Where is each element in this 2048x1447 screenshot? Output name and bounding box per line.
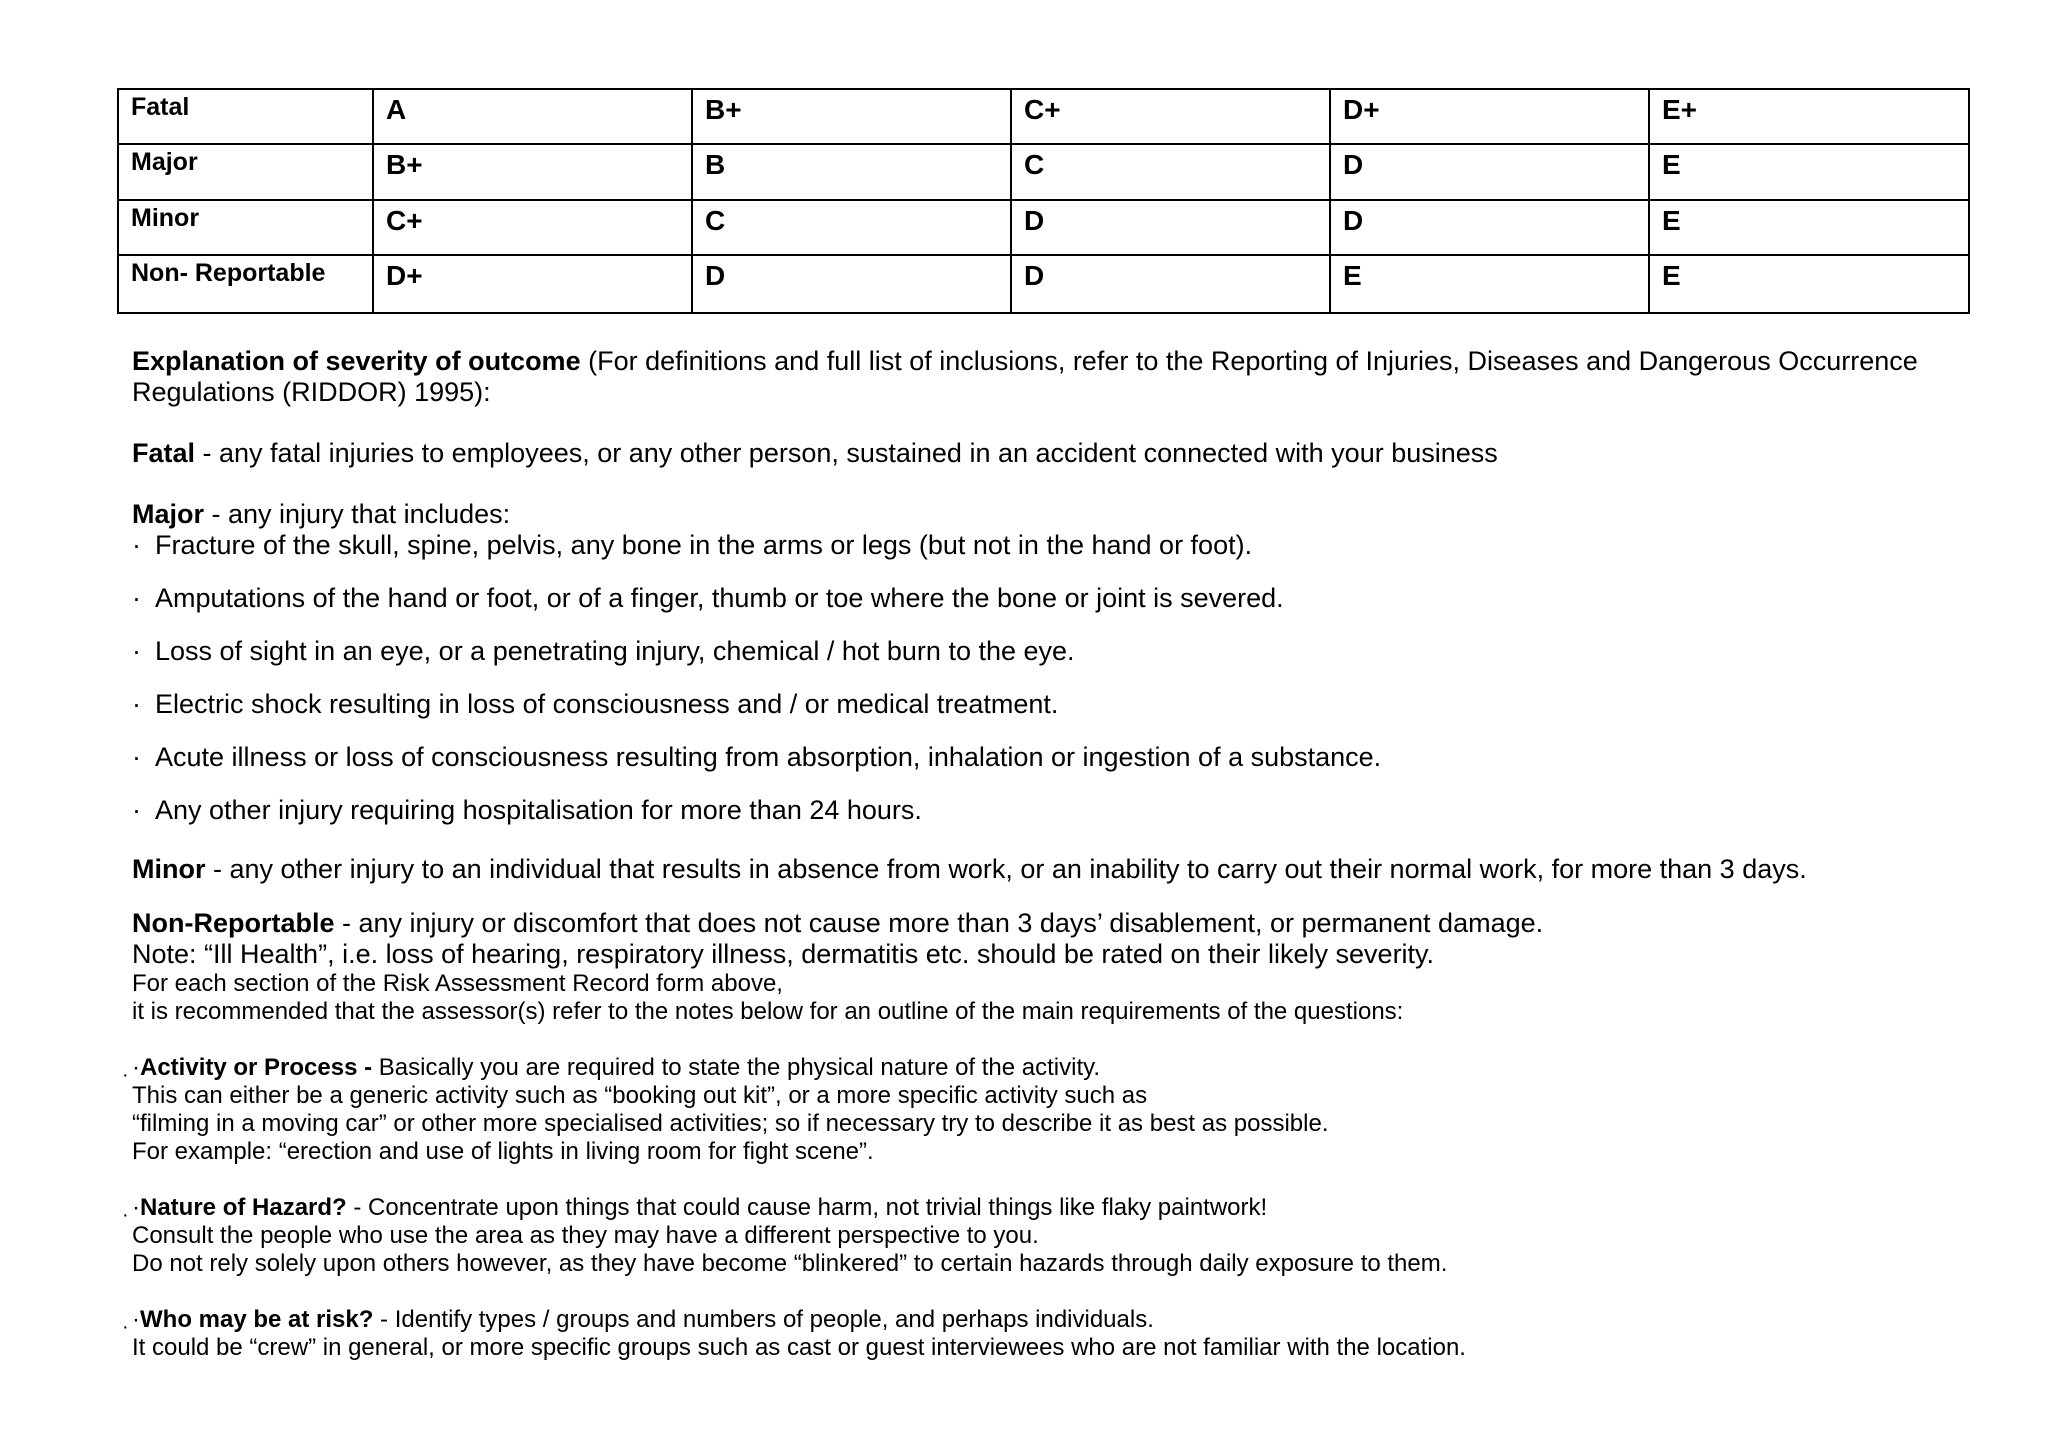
list-item-text: Amputations of the hand or foot, or of a finger, thumb or toe where the bone or joint is severed. xyxy=(155,583,1284,613)
note-line: “filming in a moving car” or other more specialised activities; so if necessary try to describe it as best as possible. xyxy=(132,1110,1329,1137)
bullet-icon: · xyxy=(132,530,141,560)
severity-label: Minor xyxy=(118,200,373,255)
explanation-paragraph xyxy=(132,346,1972,408)
list-item xyxy=(132,795,1972,826)
fatal-text: - any fatal injuries to employees, or any other person, sustained in an accident connected with your business xyxy=(195,438,1498,468)
minor-text: - any other injury to an individual that results in absence from work, or an inability to carry out their normal work, for more than 3 days. xyxy=(205,854,1807,884)
rating-cell: C xyxy=(1011,144,1330,200)
rating-cell: C+ xyxy=(373,200,692,255)
explanation-heading: Explanation of severity of outcome xyxy=(132,346,581,376)
bullet-icon: · xyxy=(122,1316,129,1338)
rating-cell: D+ xyxy=(373,255,692,313)
bullet-icon: · xyxy=(122,1204,129,1226)
fatal-term: Fatal xyxy=(132,438,196,468)
non-reportable-term: Non-Reportable xyxy=(132,908,335,938)
note-term: Who may be at risk? xyxy=(140,1306,374,1333)
bullet-icon: · xyxy=(132,1054,140,1081)
note-text: - Concentrate upon things that could cause harm, not trivial things like flaky paintwork! xyxy=(346,1194,1268,1221)
rating-cell: E xyxy=(1330,255,1649,313)
rating-cell: E xyxy=(1649,200,1969,255)
bullet-icon: · xyxy=(132,636,141,666)
note-term: Activity or Process - xyxy=(140,1054,373,1081)
note-hazard xyxy=(122,1194,1972,1278)
major-text: - any injury that includes: xyxy=(204,499,511,529)
major-definition xyxy=(132,499,1972,530)
rating-cell: D xyxy=(1011,255,1330,313)
list-item-text: Any other injury requiring hospitalisation for more than 24 hours. xyxy=(155,795,922,825)
list-item-text: Fracture of the skull, spine, pelvis, any bone in the arms or legs (but not in the hand or foot). xyxy=(155,530,1253,560)
minor-term: Minor xyxy=(132,854,206,884)
document-body xyxy=(122,346,1972,1362)
note-text: - Identify types / groups and numbers of people, and perhaps individuals. xyxy=(373,1306,1154,1333)
note-line: Consult the people who use the area as they may have a different perspective to you. xyxy=(132,1222,1039,1249)
severity-label: Fatal xyxy=(118,89,373,144)
severity-label: Major xyxy=(118,144,373,200)
rating-cell: D xyxy=(1330,144,1649,200)
risk-rating-matrix xyxy=(117,88,1970,314)
rating-cell: D xyxy=(692,255,1011,313)
bullet-icon: · xyxy=(132,689,141,719)
list-item xyxy=(132,530,1972,561)
rating-cell: E xyxy=(1649,255,1969,313)
note-activity xyxy=(122,1054,1972,1166)
bullet-icon: · xyxy=(132,742,141,772)
rating-cell: E xyxy=(1649,144,1969,200)
table-row xyxy=(118,200,1969,255)
rating-cell: B+ xyxy=(373,144,692,200)
note-text: Basically you are required to state the physical nature of the activity. xyxy=(372,1054,1101,1081)
rating-cell: C+ xyxy=(1011,89,1330,144)
intro-line: it is recommended that the assessor(s) refer to the notes below for an outline of the main requirements of the questions: xyxy=(132,998,1404,1025)
bullet-icon: · xyxy=(122,1064,129,1086)
list-item xyxy=(132,583,1972,614)
rating-cell: B+ xyxy=(692,89,1011,144)
rating-cell: E+ xyxy=(1649,89,1969,144)
list-item xyxy=(132,742,1972,773)
list-item xyxy=(132,689,1972,720)
non-reportable-text: - any injury or discomfort that does not cause more than 3 days’ disablement, or permanent damage. xyxy=(334,908,1544,938)
rating-cell: B xyxy=(692,144,1011,200)
table-row xyxy=(118,255,1969,313)
rating-cell: D xyxy=(1330,200,1649,255)
bullet-icon: · xyxy=(132,1194,140,1221)
bullet-icon: · xyxy=(132,795,141,825)
non-reportable-definition xyxy=(132,908,1972,939)
list-item xyxy=(132,636,1972,667)
list-item-text: Loss of sight in an eye, or a penetrating injury, chemical / hot burn to the eye. xyxy=(155,636,1075,666)
ill-health-note: Note: “Ill Health”, i.e. loss of hearing, respiratory illness, dermatitis etc. should be rated on their likely severity. xyxy=(132,939,1435,969)
note-risk xyxy=(122,1306,1972,1362)
rating-cell: C xyxy=(692,200,1011,255)
major-term: Major xyxy=(132,499,205,529)
rating-cell: A xyxy=(373,89,692,144)
severity-label: Non- Reportable xyxy=(118,255,373,313)
note-line: This can either be a generic activity such as “booking out kit”, or a more specific activity such as xyxy=(132,1082,1148,1109)
table-row xyxy=(118,144,1969,200)
bullet-icon: · xyxy=(132,583,141,613)
minor-definition xyxy=(132,854,1972,885)
note-term: Nature of Hazard? xyxy=(140,1194,347,1221)
fatal-definition xyxy=(132,438,1972,469)
note-line: Do not rely solely upon others however, as they have become “blinkered” to certain hazards through daily exposure to them. xyxy=(132,1250,1448,1277)
bullet-icon: · xyxy=(132,1306,140,1333)
rating-cell: D xyxy=(1011,200,1330,255)
note-line: It could be “crew” in general, or more specific groups such as cast or guest interviewees who are not familiar with the location. xyxy=(132,1334,1466,1361)
intro-line: For each section of the Risk Assessment Record form above, xyxy=(132,970,783,997)
note-line: For example: “erection and use of lights in living room for fight scene”. xyxy=(132,1138,874,1165)
table-row xyxy=(118,89,1969,144)
list-item-text: Electric shock resulting in loss of consciousness and / or medical treatment. xyxy=(155,689,1059,719)
list-item-text: Acute illness or loss of consciousness resulting from absorption, inhalation or ingestion of a substance. xyxy=(155,742,1382,772)
explanation-text: (For definitions and full list of inclusions, refer to the Reporting of Injuries, Diseases and Dangerous Occurrence Regulations (RIDDOR) 1995): xyxy=(132,346,1918,407)
rating-cell: D+ xyxy=(1330,89,1649,144)
